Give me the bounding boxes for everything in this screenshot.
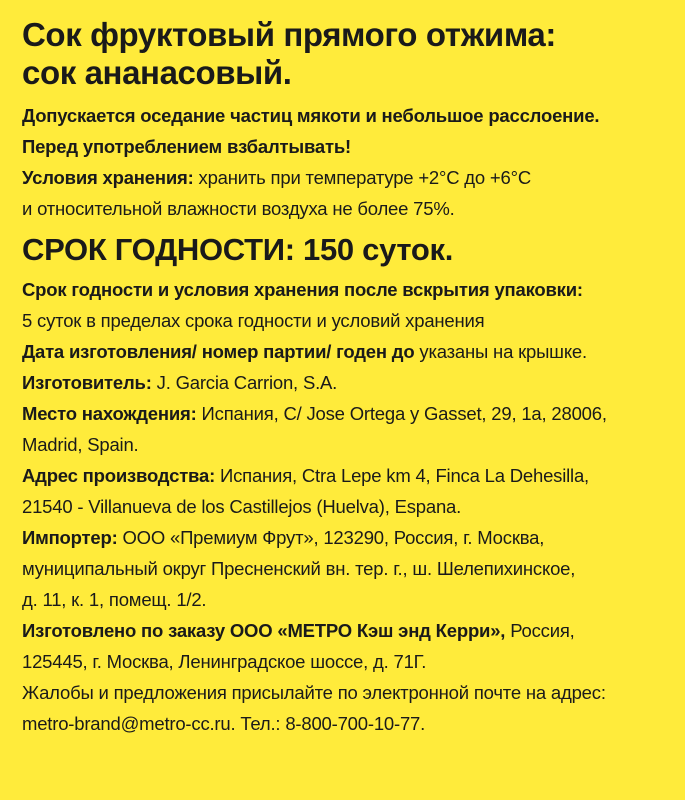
location-label: Место нахождения: bbox=[22, 403, 197, 424]
production-address-line-2: 21540 - Villanueva de los Castillejos (Huelva), Espana. bbox=[22, 496, 462, 517]
product-title bbox=[22, 16, 667, 92]
made-for bbox=[22, 615, 667, 646]
after-opening-text: 5 суток в пределах срока годности и условий хранения bbox=[22, 310, 485, 331]
shelf-life-headline: СРОК ГОДНОСТИ: 150 суток. bbox=[22, 232, 454, 267]
manufacturer bbox=[22, 367, 667, 398]
storage-conditions-text: хранить при температуре +2°С до +6°С bbox=[193, 167, 531, 188]
product-title-line-2: сок ананасовый. bbox=[22, 54, 292, 91]
manufacturer-label: Изготовитель: bbox=[22, 372, 152, 393]
importer bbox=[22, 522, 667, 553]
complaints-line-2: metro-brand@metro-cc.ru. Тел.: 8-800-700-10-77. bbox=[22, 713, 426, 734]
storage-conditions-line-2: и относительной влажности воздуха не более 75%. bbox=[22, 198, 455, 219]
made-for-label: Изготовлено по заказу ООО «МЕТРО Кэш энд Керри», bbox=[22, 620, 506, 641]
location-line-2: Madrid, Spain. bbox=[22, 434, 139, 455]
manufacturer-text: J. Garcia Carrion, S.A. bbox=[151, 372, 338, 393]
production-address bbox=[22, 460, 667, 491]
made-for-text: Россия, bbox=[505, 620, 575, 641]
location-text: Испания, C/ Jose Ortega y Gasset, 29, 1a, 28006, bbox=[196, 403, 607, 424]
shake-note: Перед употреблением взбалтывать! bbox=[22, 136, 351, 157]
production-date bbox=[22, 336, 667, 367]
importer-text: ООО «Премиум Фрут», 123290, Россия, г. Москва, bbox=[117, 527, 545, 548]
storage-conditions-label: Условия хранения: bbox=[22, 167, 194, 188]
production-address-label: Адрес производства: bbox=[22, 465, 216, 486]
complaints-line-1: Жалобы и предложения присылайте по электронной почте на адрес: bbox=[22, 682, 606, 703]
made-for-line-2: 125445, г. Москва, Ленинградское шоссе, д. 71Г. bbox=[22, 651, 427, 672]
production-address-text: Испания, Ctra Lepe km 4, Finca La Dehesilla, bbox=[215, 465, 589, 486]
storage-conditions bbox=[22, 162, 667, 193]
production-date-label: Дата изготовления/ номер партии/ годен до bbox=[22, 341, 415, 362]
after-opening-label: Срок годности и условия хранения после вскрытия упаковки: bbox=[22, 279, 583, 300]
importer-line-3: д. 11, к. 1, помещ. 1/2. bbox=[22, 589, 207, 610]
product-title-line-1: Сок фруктовый прямого отжима: bbox=[22, 16, 556, 53]
production-date-text: указаны на крышке. bbox=[414, 341, 587, 362]
importer-line-2: муниципальный округ Пресненский вн. тер. г., ш. Шелепихинское, bbox=[22, 558, 576, 579]
sediment-note: Допускается оседание частиц мякоти и небольшое расслоение. bbox=[22, 105, 600, 126]
importer-label: Импортер: bbox=[22, 527, 118, 548]
location bbox=[22, 398, 667, 429]
